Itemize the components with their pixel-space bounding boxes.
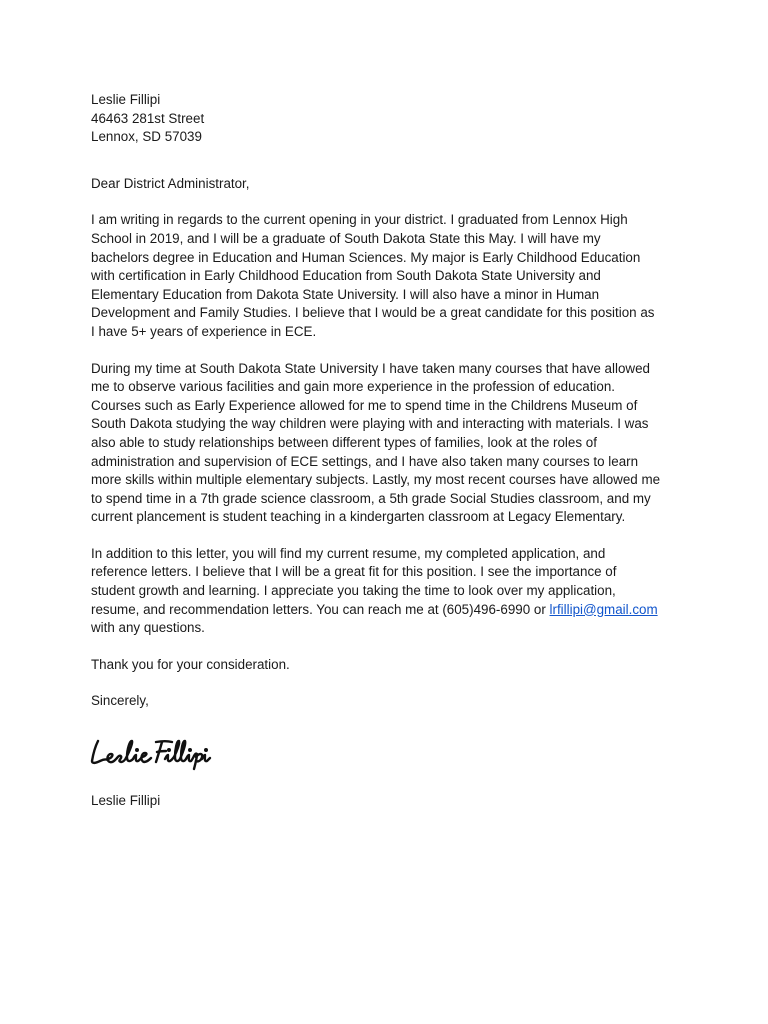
paragraph-line: School in 2019, and I will be a graduate of South Dakota State this May. I will have my bbox=[91, 230, 601, 246]
paragraph-line: me to observe various facilities and gain more experience in the profession of education. bbox=[91, 379, 616, 395]
handwritten-signature bbox=[88, 735, 218, 771]
closing-text: Sincerely, bbox=[91, 693, 149, 709]
paragraph-line: administration and supervision of ECE settings, and I have also taken many courses to learn bbox=[91, 453, 639, 469]
contact-prefix: resume, and recommendation letters. You can reach me at (605)496-6990 or bbox=[91, 601, 550, 617]
paragraph-line: reference letters. I believe that I will be a great fit for this position. I see the importance of bbox=[91, 564, 617, 580]
greeting bbox=[91, 175, 691, 194]
paragraph-line: student growth and learning. I appreciate you taking the time to look over my application, bbox=[91, 583, 616, 599]
paragraph-line: also able to study relationships between different types of families, look at the roles of bbox=[91, 434, 597, 450]
printed-name: Leslie Fillipi bbox=[91, 793, 161, 808]
paragraph-line: Development and Family Studies. I believe that I would be a great candidate for this position as bbox=[91, 305, 655, 321]
closing bbox=[91, 692, 691, 711]
contact-line bbox=[91, 601, 691, 620]
paragraph-line: current plancement is student teaching in a kindergarten classroom at Legacy Elementary. bbox=[91, 509, 626, 525]
paragraph-line: Elementary Education from Dakota State University. I will also have a minor in Human bbox=[91, 286, 600, 302]
email-link[interactable]: lrfillipi@gmail.com bbox=[549, 601, 658, 617]
paragraph-line: During my time at South Dakota State University I have taken many courses that have allowed bbox=[91, 360, 650, 376]
paragraph-line: In addition to this letter, you will find my current resume, my completed application, and bbox=[91, 545, 606, 561]
paragraph-line: bachelors degree in Education and Human Sciences. My major is Early Childhood Education bbox=[91, 249, 641, 265]
paragraph-experience bbox=[91, 360, 691, 527]
paragraph-line: I am writing in regards to the current opening in your district. I graduated from Lennox High bbox=[91, 212, 628, 228]
greeting-text: Dear District Administrator, bbox=[91, 175, 250, 191]
signature-graphic bbox=[88, 735, 218, 771]
paragraph-line: with any questions. bbox=[91, 620, 205, 636]
thanks bbox=[91, 656, 691, 675]
sender-address bbox=[91, 91, 691, 147]
paragraph-contact bbox=[91, 545, 691, 638]
paragraph-line: I have 5+ years of experience in ECE. bbox=[91, 323, 317, 339]
paragraph-intro bbox=[91, 211, 691, 341]
letter-body bbox=[91, 91, 691, 711]
paragraph-line: more skills within multiple elementary subjects. Lastly, my most recent courses have allowed me bbox=[91, 472, 661, 488]
paragraph-line: to spend time in a 7th grade science classroom, a 5th grade Social Studies classroom, and my bbox=[91, 490, 651, 506]
sender-city-state-zip: Lennox, SD 57039 bbox=[91, 129, 202, 145]
sender-street: 46463 281st Street bbox=[91, 110, 205, 126]
paragraph-line: South Dakota studying the way children were playing with and interacting with materials. I was bbox=[91, 416, 649, 432]
thanks-text: Thank you for your consideration. bbox=[91, 656, 290, 672]
sender-name: Leslie Fillipi bbox=[91, 92, 161, 107]
paragraph-line: Courses such as Early Experience allowed for me to spend time in the Childrens Museum of bbox=[91, 397, 638, 413]
paragraph-line: with certification in Early Childhood Education from South Dakota State University and bbox=[91, 268, 601, 284]
